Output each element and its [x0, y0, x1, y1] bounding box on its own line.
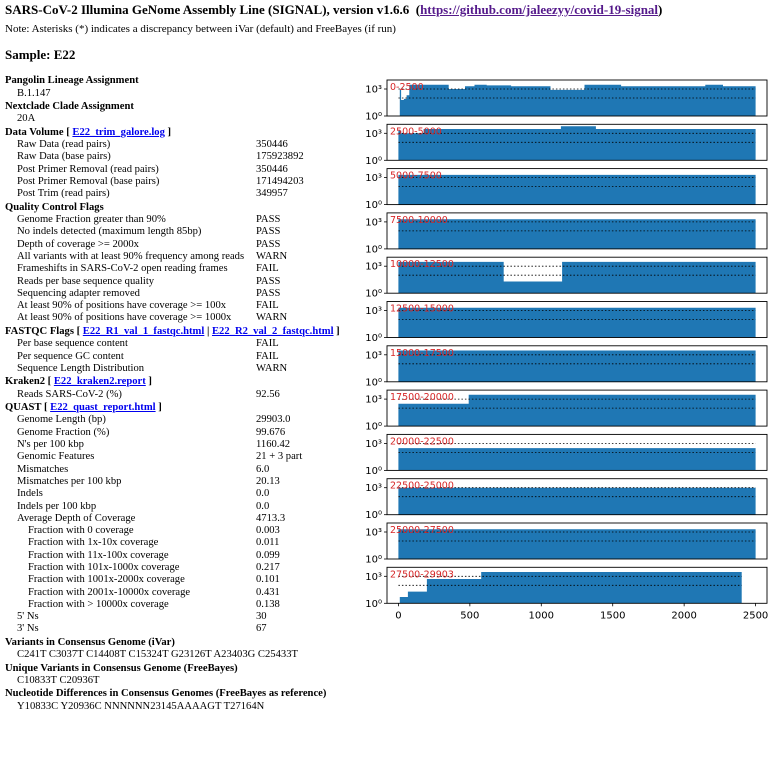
quast-row-value: 0.0: [256, 488, 270, 500]
fastqc-row-label: Per base sequence content: [17, 338, 128, 350]
coverage-area: [398, 219, 755, 249]
panel-range-label: 0-2500: [390, 82, 424, 93]
quast-row-value: 20.13: [256, 475, 280, 487]
fastqc-row-value: FAIL: [256, 350, 279, 362]
y-tick-label: 10³: [365, 261, 382, 273]
coverage-fraction-row-value: 0.138: [256, 598, 280, 610]
fastqc-section-link[interactable]: E22_R1_val_1_fastqc.html: [82, 325, 205, 337]
ivar-variants-section-title: Variants in Consensus Genome (iVar): [5, 636, 175, 648]
x-tick-label: 0: [395, 610, 402, 622]
ivar-variants-value: C241T C3037T C14408T C15324T G23126T A23403G C25433T: [17, 649, 298, 661]
github-link[interactable]: https://github.com/jaleezyy/covid-19-signal: [420, 2, 659, 17]
nucleotide-diff-section-title: Nucleotide Differences in Consensus Genomes (FreeBayes as reference): [5, 688, 327, 700]
x-tick-label: 1500: [599, 610, 626, 622]
x-tick-label: 2500: [742, 610, 769, 622]
data-volume-row-label: Post Primer Removal (read pairs): [17, 163, 159, 175]
x-tick-label: 2000: [671, 610, 697, 622]
quast-row-value: 99.676: [256, 426, 286, 438]
y-tick-label: 10³: [365, 173, 382, 185]
fastqc-row-label: Sequence Length Distribution: [17, 362, 145, 374]
kraken-section: Kraken2 [ E22_kraken2.report ]: [5, 376, 152, 388]
quast-row-value: 29903.0: [256, 414, 291, 426]
y-tick-label: 10⁰: [365, 111, 382, 123]
discrepancy-note: Note: Asterisks (*) indicates a discrepancy between iVar (default) and FreeBayes (if run): [5, 23, 396, 35]
quast-row-label: Mismatches per 100 kbp: [17, 475, 122, 487]
quast-row-value: 6.0: [256, 463, 270, 475]
data-volume-row-value: 175923892: [256, 151, 304, 163]
quast-section: QUAST [ E22_quast_report.html ]: [5, 401, 162, 413]
quast-row-value: 4713.3: [256, 512, 286, 524]
y-tick-label: 10⁰: [365, 244, 382, 256]
coverage-fraction-row-value: 0.101: [256, 574, 280, 586]
fastqc-section-link[interactable]: E22_R2_val_2_fastqc.html: [211, 325, 334, 337]
quast-row-label: Genomic Features: [17, 451, 95, 463]
y-tick-label: 10³: [365, 84, 382, 96]
y-tick-label: 10⁰: [365, 200, 382, 212]
nucleotide-diff-value: Y10833C Y20936C NNNNNN23145AAAAGT T27164N: [17, 700, 265, 712]
coverage-fraction-row-value: 0.431: [256, 586, 280, 598]
quast-row-label: Genome Length (bp): [17, 414, 106, 426]
quast-row-value: 1160.42: [256, 439, 291, 451]
qc-flags-section-title: Quality Control Flags: [5, 201, 104, 213]
nextclade-section-title: Nextclade Clade Assignment: [5, 100, 134, 112]
coverage-fraction-row-label: Fraction with 101x-1000x coverage: [28, 562, 180, 573]
qc-flag-row-value: PASS: [256, 226, 281, 238]
fastqc-row-label: Per sequence GC content: [17, 350, 124, 362]
freebayes-variants-value: C10833T C20936T: [17, 675, 100, 687]
qc-flag-row-label: At least 90% of positions have coverage >= 1000x: [17, 312, 232, 324]
panel-range-label: 22500-25000: [390, 480, 454, 492]
y-tick-label: 10³: [365, 438, 382, 450]
data-volume-row-value: 350446: [256, 139, 288, 151]
y-tick-label: 10⁰: [365, 554, 382, 566]
sample-heading: Sample: E22: [5, 47, 76, 62]
quast-row-label: Indels: [17, 488, 43, 500]
panel-range-label: 20000-22500: [390, 436, 454, 448]
coverage-fraction-row-value: 0.011: [256, 537, 280, 549]
quast-row-label: Mismatches: [17, 463, 69, 475]
y-tick-label: 10³: [365, 394, 382, 406]
qc-flag-row-value: WARN: [256, 250, 288, 262]
coverage-fraction-row-value: 0.217: [256, 562, 280, 573]
data-volume-section-title: Data Volume: [5, 126, 64, 138]
qc-flag-row-label: No indels detected (maximum length 85bp): [17, 226, 202, 238]
y-tick-label: 10³: [365, 571, 382, 583]
y-tick-label: 10⁰: [365, 598, 382, 610]
panel-range-label: 7500-10000: [390, 214, 448, 226]
coverage-fraction-row-label: Fraction with 0 coverage: [28, 525, 134, 537]
data-volume-row-value: 349957: [256, 188, 288, 200]
y-tick-label: 10³: [365, 527, 382, 539]
data-volume-row-label: Post Primer Removal (base pairs): [17, 175, 160, 187]
qc-flag-row-value: PASS: [256, 238, 281, 250]
ns-row-label: 5' Ns: [17, 611, 39, 623]
y-tick-label: 10⁰: [365, 510, 382, 522]
qc-flag-row-value: FAIL: [256, 263, 279, 275]
panel-range-label: 27500-29903: [390, 569, 454, 581]
freebayes-variants-section-title: Unique Variants in Consensus Genome (FreeBayes): [5, 662, 238, 674]
y-tick-label: 10⁰: [365, 465, 382, 477]
y-tick-label: 10⁰: [365, 421, 382, 433]
quast-row-label: N's per 100 kbp: [17, 439, 84, 451]
pangolin-section-title: Pangolin Lineage Assignment: [5, 75, 139, 86]
x-tick-label: 1000: [528, 610, 555, 622]
y-tick-label: 10³: [365, 128, 382, 140]
panel-range-label: 2500-5000: [390, 126, 442, 138]
qc-flag-row-value: FAIL: [256, 300, 279, 312]
panel-range-label: 15000-17500: [390, 347, 454, 359]
y-tick-label: 10⁰: [365, 377, 382, 389]
kraken-section-link[interactable]: E22_kraken2.report: [53, 376, 146, 388]
kraken-row-label: Reads SARS-CoV-2 (%): [17, 388, 122, 400]
kraken-row-value: 92.56: [256, 388, 280, 400]
panel-range-label: 5000-7500: [390, 170, 442, 182]
quast-row-value: 21 + 3 part: [256, 451, 303, 463]
y-tick-label: 10⁰: [365, 288, 382, 300]
fastqc-section: FASTQC Flags [ E22_R1_val_1_fastqc.html | E22_R2_val_2_fastqc.html ]: [5, 325, 340, 337]
qc-flag-row-label: Genome Fraction greater than 90%: [17, 214, 166, 226]
coverage-fraction-row-label: Fraction with 1001x-2000x coverage: [28, 574, 185, 586]
data-volume-row-label: Post Trim (read pairs): [17, 188, 110, 200]
coverage-fraction-row-label: Fraction with 11x-100x coverage: [28, 549, 169, 561]
quast-section-title: QUAST: [5, 401, 42, 413]
title-text: SARS-CoV-2 Illumina GeNome Assembly Line (SIGNAL), version v1.6.6: [5, 2, 410, 17]
data-volume-row-value: 350446: [256, 163, 288, 175]
qc-flag-row-value: PASS: [256, 275, 281, 287]
coverage-area: [398, 488, 755, 515]
y-tick-label: 10³: [365, 217, 382, 229]
y-tick-label: 10³: [365, 350, 382, 362]
data-volume-row-label: Raw Data (read pairs): [17, 139, 111, 151]
quast-row-label: Genome Fraction (%): [17, 426, 110, 438]
coverage-fraction-row-value: 0.003: [256, 525, 280, 537]
y-tick-label: 10⁰: [365, 155, 382, 167]
data-volume-section: Data Volume [ E22_trim_galore.log ]: [5, 126, 172, 138]
qc-flag-row-value: PASS: [256, 214, 281, 226]
coverage-area: [398, 126, 755, 160]
ns-row-value: 67: [256, 623, 267, 635]
coverage-fraction-row-value: 0.099: [256, 549, 280, 561]
coverage-fraction-row-label: Fraction with 1x-10x coverage: [28, 537, 159, 549]
qc-flag-row-label: At least 90% of positions have coverage >= 100x: [17, 300, 227, 312]
qc-flag-row-value: WARN: [256, 312, 288, 324]
fastqc-row-value: FAIL: [256, 338, 279, 350]
ns-row-value: 30: [256, 611, 267, 623]
quast-row-label: Indels per 100 kbp: [17, 500, 97, 512]
x-tick-label: 500: [460, 610, 480, 622]
quast-section-link[interactable]: E22_quast_report.html: [50, 401, 156, 413]
panel-range-label: 25000-27500: [390, 525, 454, 536]
qc-flag-row-label: Sequencing adapter removed: [17, 287, 140, 299]
panel-range-label: 10000-12500: [390, 259, 454, 271]
qc-flag-row-label: Depth of coverage >= 2000x: [17, 238, 139, 250]
y-tick-label: 10³: [365, 483, 382, 495]
fastqc-row-value: WARN: [256, 362, 288, 374]
qc-flag-row-label: Frameshifts in SARS-CoV-2 open reading frames: [17, 263, 228, 275]
quast-row-value: 0.0: [256, 500, 270, 512]
ns-row-label: 3' Ns: [17, 623, 39, 635]
y-tick-label: 10⁰: [365, 333, 382, 344]
panel-range-label: 12500-15000: [390, 303, 454, 315]
coverage-area: [398, 175, 755, 205]
pangolin-value: B.1.147: [17, 87, 51, 99]
qc-flag-row-value: PASS: [256, 287, 281, 299]
coverage-fraction-row-label: Fraction with 2001x-10000x coverage: [28, 586, 191, 598]
coverage-area: [398, 448, 755, 470]
data-volume-row-value: 171494203: [256, 175, 304, 187]
nextclade-value: 20A: [17, 113, 36, 125]
kraken-section-title: Kraken2: [5, 376, 46, 388]
coverage-fraction-row-label: Fraction with > 10000x coverage: [28, 598, 169, 610]
y-tick-label: 10³: [365, 306, 382, 317]
fastqc-section-title: FASTQC Flags: [5, 325, 74, 337]
qc-flag-row-label: All variants with at least 90% frequency among reads: [17, 250, 245, 262]
quast-row-label: Average Depth of Coverage: [17, 512, 136, 524]
data-volume-row-label: Raw Data (base pairs): [17, 151, 111, 163]
panel-range-label: 17500-20000: [390, 392, 454, 404]
report-title: SARS-CoV-2 Illumina GeNome Assembly Line (SIGNAL), version v1.6.6 (https://github.com/jaleezyy/covid-19-signal): [5, 2, 663, 17]
qc-flag-row-label: Reads per base sequence quality: [17, 275, 155, 287]
data-volume-section-link[interactable]: E22_trim_galore.log: [72, 126, 165, 138]
